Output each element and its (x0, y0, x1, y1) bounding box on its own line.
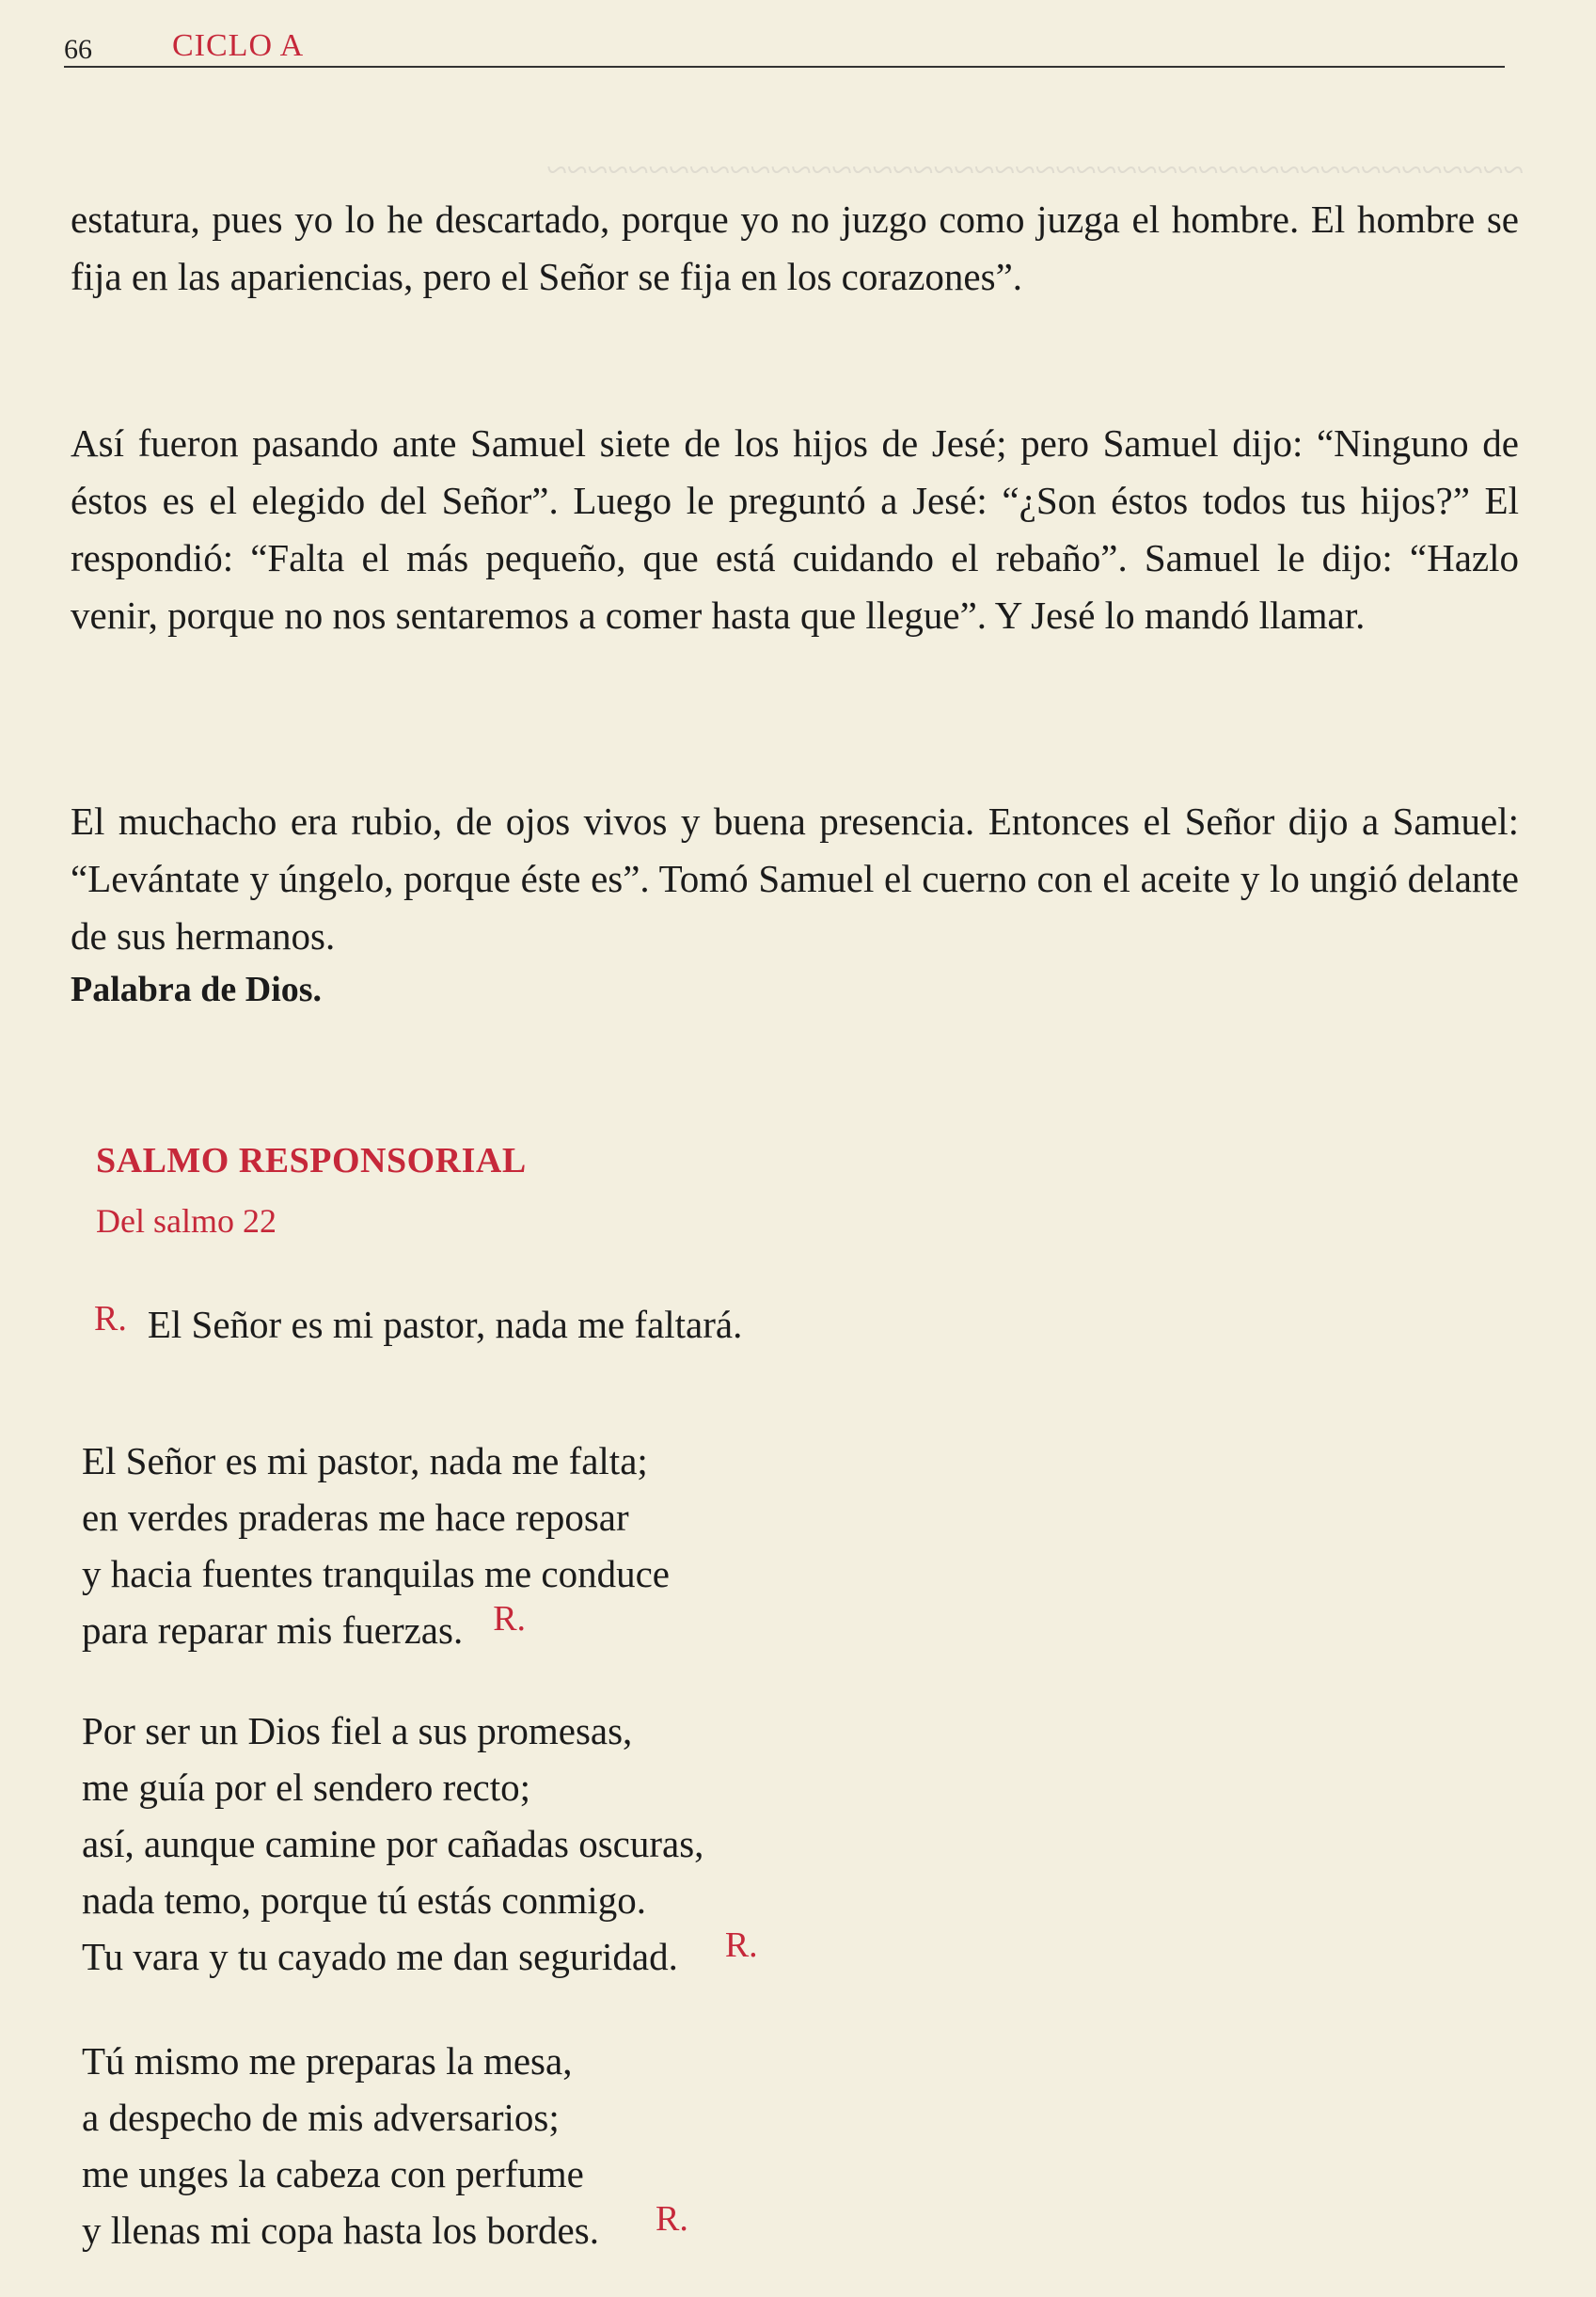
bleed-through-texture: ~~~~~~~~~~~~~~~~~~~~~~~~~~~~~~~~~~~~~~~~~~~~~~~~ (546, 149, 1524, 191)
reading-paragraph-3: El muchacho era rubio, de ojos vivos y buena presencia. Entonces el Señor dijo a Samuel: “Levántate y úngelo, porque éste es”. Tomó Samuel el cuerno con el aceite y lo ungió delante de sus hermanos. (71, 800, 1519, 958)
page-header (64, 24, 1512, 71)
psalm-stanza-3 (82, 2033, 688, 2260)
cycle-label: CICLO A (172, 28, 305, 63)
psalm-source: Del salmo 22 (96, 1202, 277, 1240)
page-number: 66 (64, 34, 92, 65)
stanza-line: a despecho de mis adversarios; (82, 2096, 560, 2139)
psalm-heading: SALMO RESPONSORIAL (96, 1141, 527, 1180)
stanza-line: me guía por el sendero recto; (82, 1766, 531, 1809)
stanza-line: El Señor es mi pastor, nada me falta; (82, 1439, 648, 1482)
psalm-response (94, 1299, 743, 1347)
response-text: El Señor es mi pastor, nada me faltará. (147, 1303, 743, 1346)
stanza-line: así, aunque camine por cañadas oscuras, (82, 1822, 704, 1865)
stanza-line: y hacia fuentes tranquilas me conduce (82, 1552, 670, 1595)
response-marker: R. (493, 1599, 527, 1639)
response-marker: R. (94, 1299, 127, 1339)
stanza-line: me unges la cabeza con perfume (82, 2152, 584, 2195)
stanza-line: para reparar mis fuerzas. R. (82, 1599, 527, 1652)
reading-paragraph-2: Así fueron pasando ante Samuel siete de los hijos de Jesé; pero Samuel dijo: “Ninguno de éstos es el elegido del Señor”. Luego le preguntó a Jesé: “¿Son éstos todos tus hijos?” El respondió: “Falta el más pequeño, que está cuidando el rebaño”. Samuel le dijo: “Hazlo venir, porque no nos sentaremos a comer hasta que llegue”. Y Jesé lo mandó llamar. (71, 421, 1519, 637)
stanza-line: Tu vara y tu cayado me dan seguridad. R. (82, 1925, 758, 1978)
reading-paragraph-1: estatura, pues yo lo he descartado, porque yo no juzgo como juzga el hombre. El hombre se fija en las apariencias, pero el Señor se fija en los corazones”. (71, 198, 1519, 298)
stanza-line: y llenas mi copa hasta los bordes. R. (82, 2199, 688, 2252)
reading-closing: Palabra de Dios. (71, 970, 323, 1009)
response-marker: R. (724, 1925, 758, 1965)
stanza-line: Por ser un Dios fiel a sus promesas, (82, 1709, 633, 1752)
psalm-stanza-1 (82, 1433, 670, 1660)
psalm-stanza-2 (82, 1703, 758, 1987)
response-marker: R. (655, 2199, 688, 2239)
header-divider (64, 66, 1505, 68)
stanza-line: nada temo, porque tú estás conmigo. (82, 1878, 647, 1922)
stanza-line: en verdes praderas me hace reposar (82, 1496, 629, 1539)
stanza-line: Tú mismo me preparas la mesa, (82, 2039, 573, 2083)
